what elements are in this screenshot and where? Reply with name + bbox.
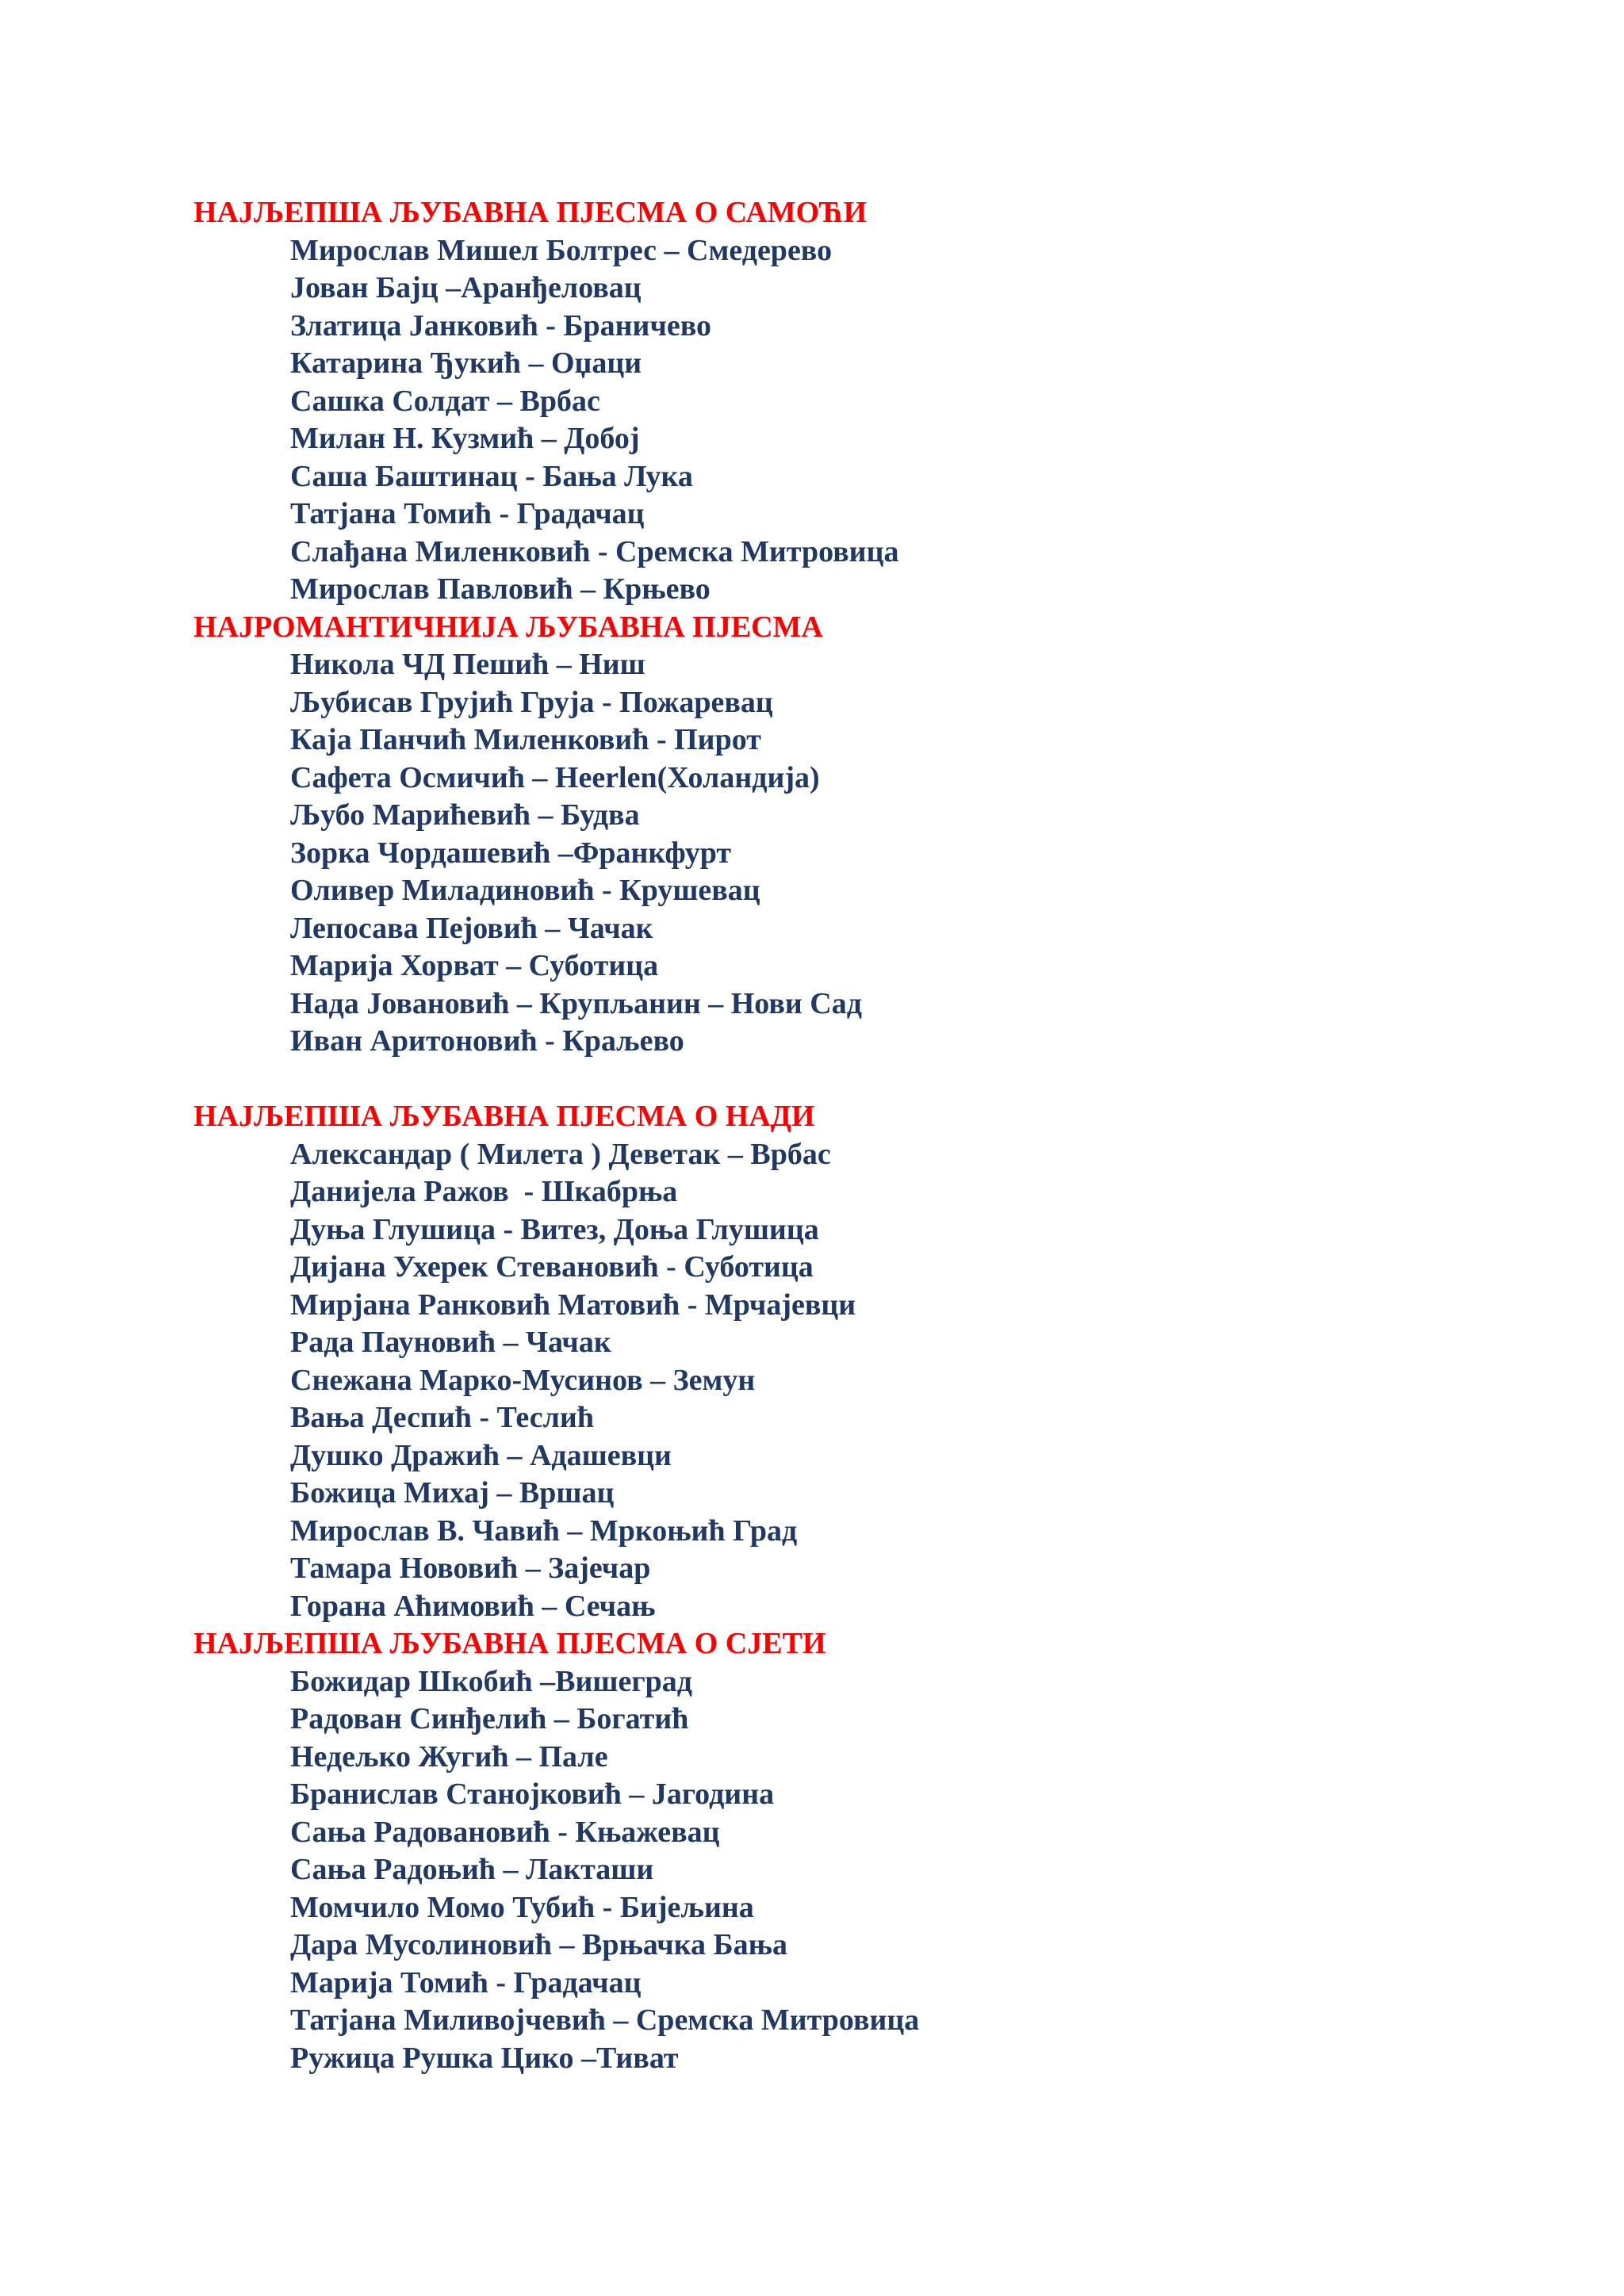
list-item: Љубисав Грујић Груја - Пожаревац: [290, 685, 773, 719]
list-item: Мирјана Ранковић Матовић - Мрчајевци: [290, 1288, 856, 1322]
list-item: Рада Пауновић – Чачак: [290, 1326, 611, 1359]
entry-list: [193, 1136, 1589, 1626]
list-item: Мирослав Мишел Болтрес – Смедерево: [290, 233, 833, 267]
list-item: Снежана Марко-Мусинов – Земун: [290, 1363, 756, 1397]
list-item: Недељко Жугић – Пале: [290, 1739, 608, 1774]
list-item: Александар ( Милета ) Деветак – Врбас: [290, 1137, 831, 1171]
section-heading: НАЈРОМАНТИЧНИЈА ЉУБАВНА ПЈЕСМА: [193, 610, 823, 644]
list-item: Данијела Ражов - Шкабрња: [290, 1175, 678, 1208]
list-item: Сафета Осмичић – Heerlen(Холандија): [290, 760, 820, 794]
list-item: Марија Томић - Градачац: [290, 1965, 642, 1999]
section-melancholy: [193, 1625, 1589, 2077]
list-item: Оливер Миладиновић - Крушевац: [290, 874, 760, 907]
list-item: Дуња Глушица - Витез, Доња Глушица: [290, 1212, 819, 1246]
list-item: Мирослав В. Чавић – Мркоњић Град: [290, 1513, 798, 1548]
list-item: Сашка Солдат – Врбас: [290, 384, 600, 418]
section-hope: [193, 1098, 1589, 1625]
section-loneliness: [193, 194, 1589, 609]
list-item: Ружица Рушка Цико –Тиват: [290, 2041, 679, 2075]
list-item: Горана Аћимовић – Сечањ: [290, 1589, 656, 1623]
list-item: Саша Баштинац - Бања Лука: [290, 459, 693, 493]
list-item: Нада Јовановић – Крупљанин – Нови Сад: [290, 986, 862, 1020]
list-item: Сања Радовановић - Књажевац: [290, 1815, 720, 1849]
list-item: Душко Дражић – Адашевци: [290, 1438, 672, 1472]
list-item: Лепосава Пејовић – Чачак: [290, 911, 653, 945]
list-item: Татјана Томић - Градачац: [290, 497, 645, 530]
list-item: Божидар Шкобић –Вишеград: [290, 1664, 692, 1698]
award-list: [193, 194, 1589, 2077]
entry-list: [193, 1663, 1589, 2078]
entry-list: [193, 646, 1589, 1061]
list-item: Зорка Чордашевић –Франкфурт: [290, 836, 732, 870]
blank-line: [193, 1061, 1589, 1099]
list-item: Милан Н. Кузмић – Добој: [290, 422, 640, 455]
list-item: Сања Радоњић – Лакташи: [290, 1853, 654, 1886]
list-item: Катарина Ђукић – Оџаци: [290, 346, 642, 380]
section-heading: НАЈЉЕПША ЉУБАВНА ПЈЕСМА О НАДИ: [193, 1100, 815, 1133]
list-item: Каја Панчић Миленковић - Пирот: [290, 723, 761, 756]
section-heading: НАЈЉЕПША ЉУБАВНА ПЈЕСМА О САМОЋИ: [193, 196, 868, 229]
entry-list: [193, 232, 1589, 609]
list-item: Момчило Момо Тубић - Бијељина: [290, 1890, 754, 1924]
list-item: Бранислав Станојковић – Јагодина: [290, 1777, 775, 1811]
list-item: Марија Хорват – Суботица: [290, 949, 659, 982]
list-item: Јован Бајц –Аранђеловац: [290, 271, 642, 304]
list-item: Иван Аритоновић - Краљево: [290, 1024, 684, 1058]
list-item: Никола ЧД Пешић – Ниш: [290, 648, 645, 681]
list-item: Слађана Миленковић - Сремска Митровица: [290, 534, 899, 568]
list-item: Божица Михај – Вршац: [290, 1476, 615, 1510]
list-item: Златица Јанковић - Браничево: [290, 308, 711, 342]
list-item: Татјана Миливојчевић – Сремска Митровица: [290, 2003, 920, 2037]
list-item: Тамара Нововић – Зајечар: [290, 1552, 651, 1585]
list-item: Вања Деспић - Теслић: [290, 1401, 594, 1434]
section-heading: НАЈЉЕПША ЉУБАВНА ПЈЕСМА О СЈЕТИ: [193, 1627, 826, 1660]
section-most-romantic: [193, 609, 1589, 1061]
list-item: Дијана Ухерек Стевановић - Суботица: [290, 1250, 814, 1284]
list-item: Љубо Марићевић – Будва: [290, 798, 640, 832]
list-item: Дара Мусолиновић – Врњачка Бања: [290, 1928, 787, 1961]
list-item: Радован Синђелић – Богатић: [290, 1702, 689, 1735]
list-item: Мирослав Павловић – Крњево: [290, 572, 710, 606]
